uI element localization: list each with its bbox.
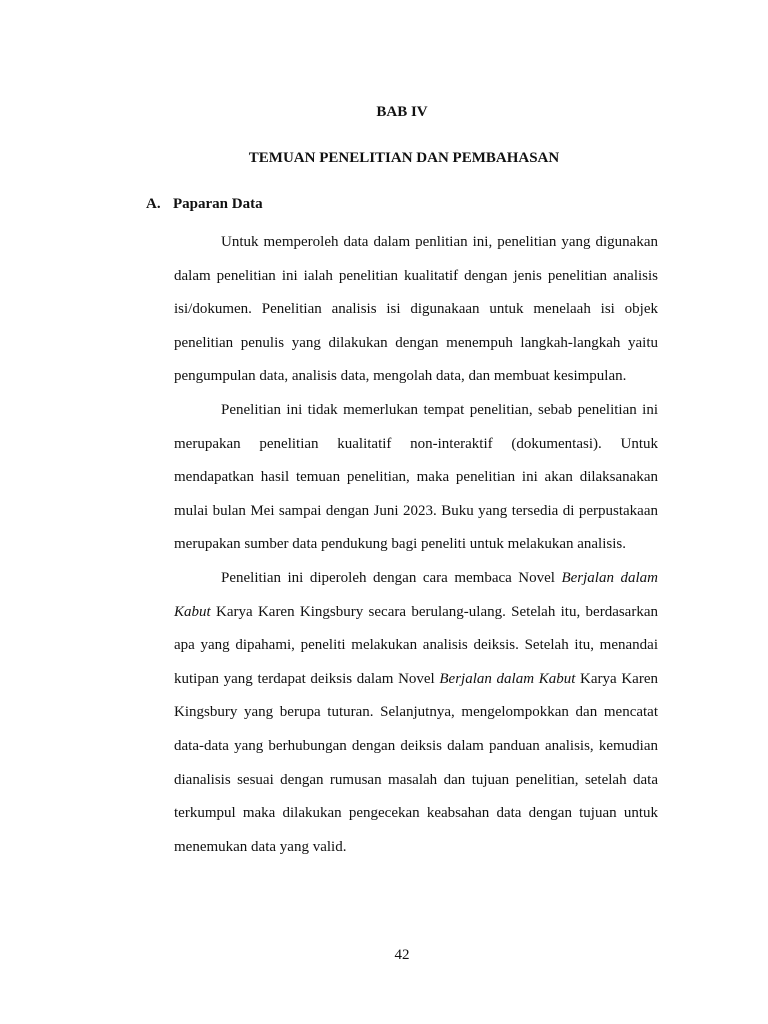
paragraph-3-text: Penelitian ini diperoleh dengan cara membaca Novel: [221, 569, 562, 586]
paragraph-3-text: Karya Karen Kingsbury secara berulang-ulang. Setelah itu, berdasarkan apa yang dipahami, peneliti melakukan analisis deiksis. Setelah itu, menandai kutipan yang terdapat deiksis dalam Novel: [174, 603, 658, 687]
chapter-heading: BAB IV: [376, 104, 428, 120]
paragraph-3: [174, 562, 658, 864]
paragraph-3-text: Karya Karen Kingsbury yang berupa tuturan. Selanjutnya, mengelompokkan dan mencatat data-data yang berhubungan dengan deiksis dalam panduan analisis, kemudian dianalisis sesuai dengan rumusan masalah dan tujuan penelitian, setelah data terkumpul maka dilakukan pengecekan keabsahan data dengan tujuan untuk menemukan data yang valid.: [174, 670, 658, 855]
section-title: Paparan Data: [173, 196, 263, 212]
body-text: [174, 226, 658, 864]
section-letter: A.: [146, 196, 161, 212]
section-heading: [146, 194, 263, 214]
page-number: 42: [394, 947, 410, 963]
paragraph-1: Untuk memperoleh data dalam penlitian ini, penelitian yang digunakan dalam penelitian ini ialah penelitian kualitatif dengan jenis penelitian analisis isi/dokumen. Penelitian analisis isi digunakaan untuk menelaah isi objek penelitian penulis yang dilakukan dengan menempuh langkah-langkah yaitu pengumpulan data, analisis data, mengolah data, dan membuat kesimpulan.: [174, 234, 658, 385]
novel-title: Berjalan dalam Kabut: [439, 670, 576, 687]
chapter-title: TEMUAN PENELITIAN DAN PEMBAHASAN: [248, 150, 560, 166]
novel-title: Berjalan dalam Kabut: [174, 569, 658, 620]
paragraph-2: Penelitian ini tidak memerlukan tempat penelitian, sebab penelitian ini merupakan penelitian kualitatif non-interaktif (dokumentasi). Untuk mendapatkan hasil temuan penelitian, maka penelitian ini akan dilaksanakan mulai bulan Mei sampai dengan Juni 2023. Buku yang tersedia di perpustakaan merupakan sumber data pendukung bagi peneliti untuk melakukan analisis.: [174, 401, 658, 553]
